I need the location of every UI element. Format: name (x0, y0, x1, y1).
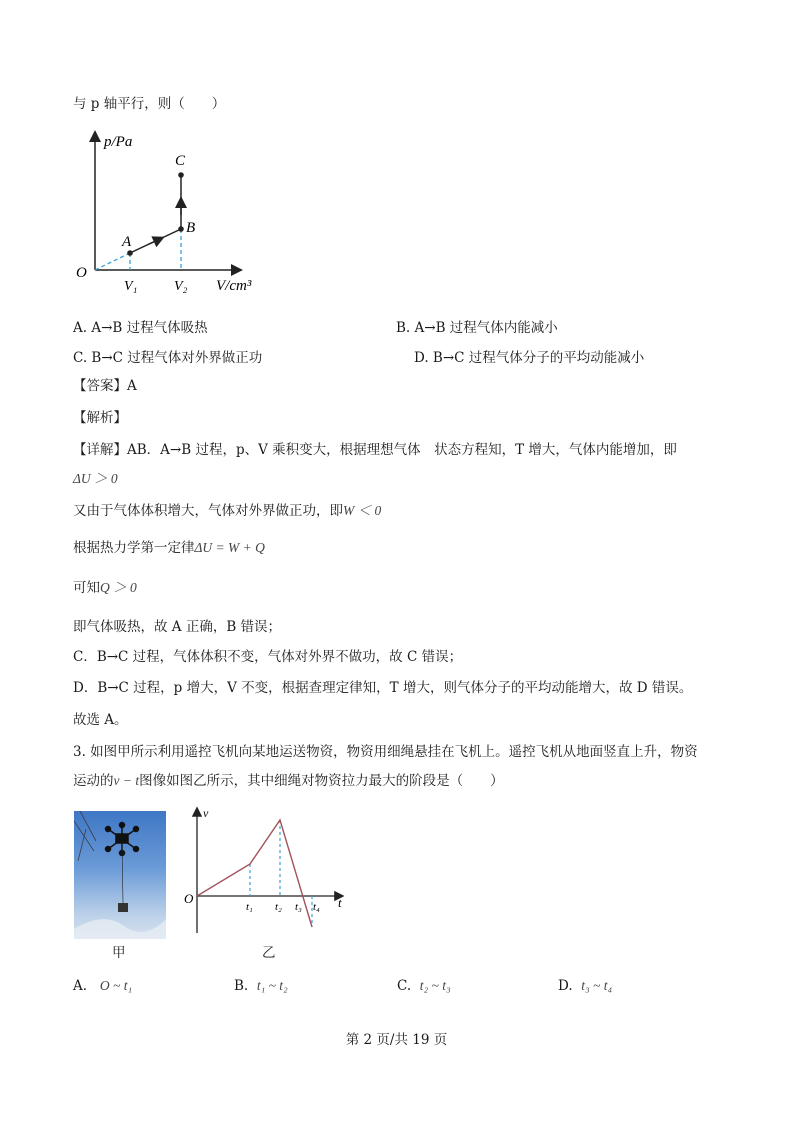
tick-v1: V₁ (124, 279, 138, 294)
point-a (127, 250, 133, 256)
pv-graph (70, 125, 280, 300)
origin-label-2: O (184, 891, 194, 906)
caption-right: 乙 (262, 945, 276, 961)
label-a: A (122, 234, 132, 250)
detail-line-2: ΔU ＞ 0 (73, 471, 118, 486)
q3-option-c (397, 978, 451, 994)
detail-line-4-text: 根据热力学第一定律 (73, 540, 195, 556)
q3-option-a-math: O ~ t₁ (99, 978, 133, 993)
detail-line-5 (73, 579, 137, 597)
t-axis-label: t (338, 895, 342, 910)
q3-line-2-text-a: 运动的 (73, 773, 114, 789)
v-axis-label: v (203, 806, 209, 820)
q3-option-a (73, 978, 132, 994)
q3-option-d-letter: D. (558, 978, 573, 994)
origin-label: O (76, 265, 87, 281)
q3-option-b (234, 978, 288, 994)
y-axis-label: p/Pa (104, 134, 133, 150)
analysis-label: 【解析】 (73, 410, 127, 426)
point-c (178, 172, 184, 178)
drone-photo (74, 811, 166, 939)
q3-option-b-math: t₁ ~ t₂ (256, 978, 288, 993)
drone-illustration (74, 811, 166, 939)
detail-line-8: D．B→C 过程，p 增大，V 不变，根据查理定律知，T 增大，则气体分子的平均动能增大，故 D 错误。 (73, 680, 693, 696)
detail-line-9: 故选 A。 (73, 712, 128, 728)
q3-option-c-math: t₂ ~ t₃ (419, 978, 451, 993)
caption-left: 甲 (112, 945, 126, 961)
detail-line-4 (73, 539, 265, 557)
q3-line-2-math: v − t (113, 773, 140, 788)
detail-line-7: C．B→C 过程，气体体积不变，气体对外界不做功，故 C 错误； (73, 649, 463, 665)
option-b: B. A→B 过程气体内能减小 (396, 320, 558, 336)
point-b (178, 226, 184, 232)
q3-option-a-letter: A. (73, 978, 88, 994)
detail-line-3-math: W ＜ 0 (343, 503, 382, 518)
tick-t3: t₃ (295, 901, 302, 913)
q3-option-b-letter: B. (234, 978, 249, 994)
detail-line-6: 即气体吸热，故 A 正确，B 错误； (73, 619, 282, 635)
detail-line-4-math: ΔU = W + Q (194, 540, 265, 555)
option-a: A. A→B 过程气体吸热 (73, 320, 208, 336)
question-stem-end: 与 p 轴平行，则（ ） (73, 96, 226, 112)
q3-line-1: 3. 如图甲所示利用遥控飞机向某地运送物资，物资用细绳悬挂在飞机上。遥控飞机从地面竖直上升，物资 (73, 744, 698, 760)
page-footer: 第 2 页/共 19 页 (345, 1032, 448, 1048)
q3-line-2 (73, 772, 504, 790)
tick-v2: V₂ (174, 279, 188, 294)
q3-option-d (558, 978, 612, 994)
detail-line-5-text: 可知 (73, 580, 100, 596)
dashed-oa (95, 253, 130, 270)
tick-t1: t₁ (246, 901, 253, 913)
label-b: B (186, 220, 196, 236)
label-c: C (175, 153, 186, 169)
detail-line-5-math: Q ＞ 0 (100, 580, 137, 595)
q3-option-c-letter: C. (397, 978, 412, 994)
x-axis-label: V/cm³ (216, 278, 252, 294)
option-c: C. B→C 过程气体对外界做正功 (73, 350, 263, 366)
detail-line-1: 【详解】AB．A→B 过程，p、V 乘积变大，根据理想气体 状态方程知，T 增大，气体内能增加，即 (73, 442, 677, 458)
arrow-ab (148, 238, 162, 245)
answer-label: 【答案】A (73, 378, 137, 394)
vt-graph (178, 803, 350, 935)
tick-t2: t₂ (275, 901, 282, 913)
detail-line-3 (73, 502, 381, 520)
option-d: D. B→C 过程气体分子的平均动能减小 (414, 350, 645, 366)
q3-option-d-math: t₃ ~ t₄ (581, 978, 613, 993)
q3-line-2-text-b: 图像如图乙所示，其中细绳对物资拉力最大的阶段是（ ） (139, 773, 504, 789)
tick-t4: t₄ (313, 901, 320, 913)
cargo-box (118, 903, 128, 912)
detail-line-3-text: 又由于气体体积增大，气体对外界做正功，即 (73, 503, 343, 519)
